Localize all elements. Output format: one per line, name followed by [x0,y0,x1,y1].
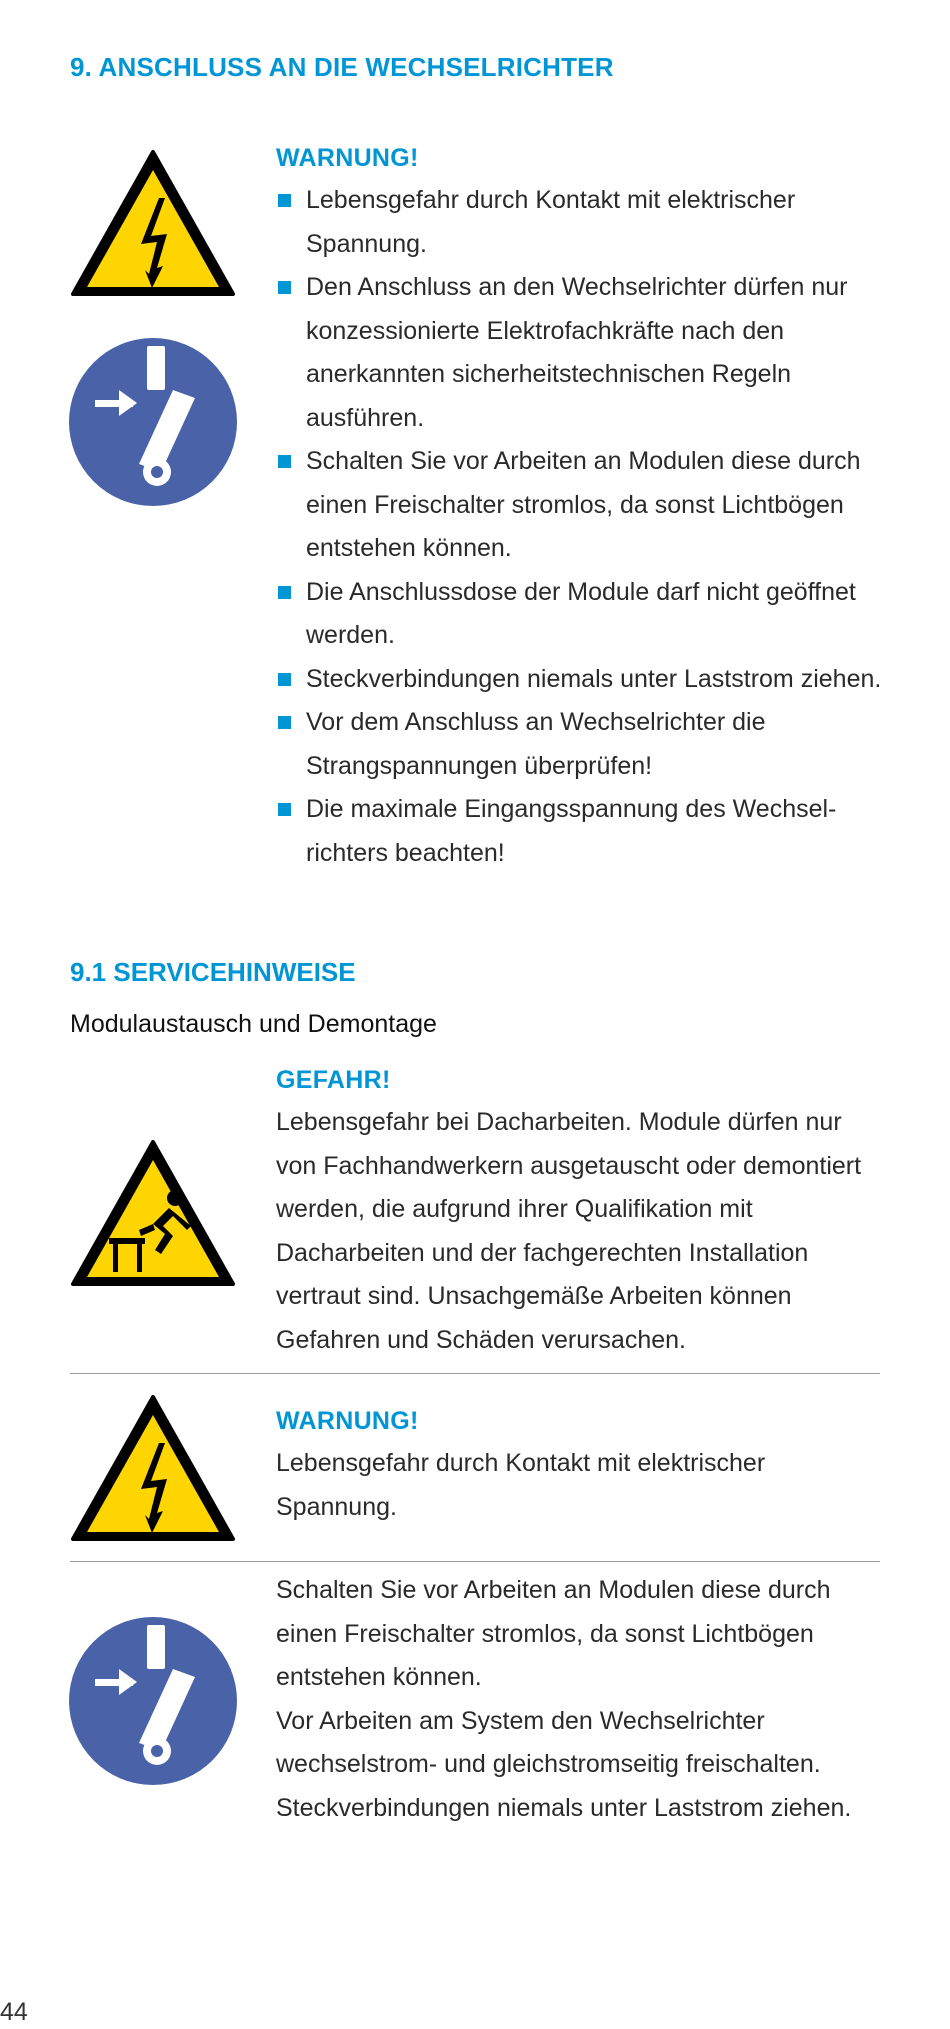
fall-hazard-warning-icon [69,1138,237,1288]
disconnect-block [276,1569,886,1830]
warning-label: WARNUNG! [276,1407,419,1435]
subsection-subtitle: Modulaustausch und Demontage [70,1010,437,1038]
danger-label: GEFAHR! [276,1066,391,1094]
divider [70,1373,880,1374]
disconnect-before-work-icon [69,338,237,506]
subsection-heading: 9.1 SERVICEHINWEISE [70,957,356,987]
disconnect-text-2: Vor Arbeiten am System den Wechselrichter wechselstrom- und gleichstromseitig freischalten. [276,1706,821,1778]
list-item: Den Anschluss an den Wechselrichter dürfen nur konzessionierte Elektrofachkräfte nach den anerkannten sicherheitstechnischen Regeln ausführen. [276,266,886,440]
disconnect-text-1: Schalten Sie vor Arbeiten an Modulen diese durch einen Freischalter stromlos, da sonst Lichtbögen entstehen können. [276,1576,831,1691]
disconnect-text-3: Steckverbindungen niemals unter Laststrom ziehen. [276,1793,852,1822]
high-voltage-warning-icon [69,148,237,298]
danger-text: Lebensgefahr bei Dacharbeiten. Module dürfen nur von Fachhandwerkern ausgetauscht oder demontiert werden, die aufgrund ihrer Qualifikation mit Dacharbeiten und der fachgerechten Installation vertraut sind. Unsachgemäße Arbeiten können Gefahren und Schäden verursachen. [276,1108,862,1354]
divider [70,1561,880,1562]
list-item: Die Anschlussdose der Module darf nicht geöffnet werden. [276,571,886,658]
warning-text: Lebensgefahr durch Kontakt mit elektrischer Spannung. [276,1449,766,1521]
list-item: Die maximale Eingangsspannung des Wechsel-richters beachten! [276,788,886,875]
warning-label: WARNUNG! [276,144,419,172]
danger-block [276,1066,886,1362]
list-item: Schalten Sie vor Arbeiten an Modulen diese durch einen Freischalter stromlos, da sonst Lichtbögen entstehen können. [276,440,886,571]
warning-block [276,144,886,875]
warning-list [276,179,886,875]
disconnect-before-work-icon [69,1617,237,1785]
warning-block-2 [276,1407,886,1529]
list-item: Lebensgefahr durch Kontakt mit elektrischer Spannung. [276,179,886,266]
page-number: 44 [0,1998,28,2026]
section-heading: 9. ANSCHLUSS AN DIE WECHSELRICHTER [70,52,614,82]
list-item: Steckverbindungen niemals unter Laststrom ziehen. [276,658,886,702]
list-item: Vor dem Anschluss an Wechselrichter die Strangspannungen überprüfen! [276,701,886,788]
high-voltage-warning-icon [69,1393,237,1543]
